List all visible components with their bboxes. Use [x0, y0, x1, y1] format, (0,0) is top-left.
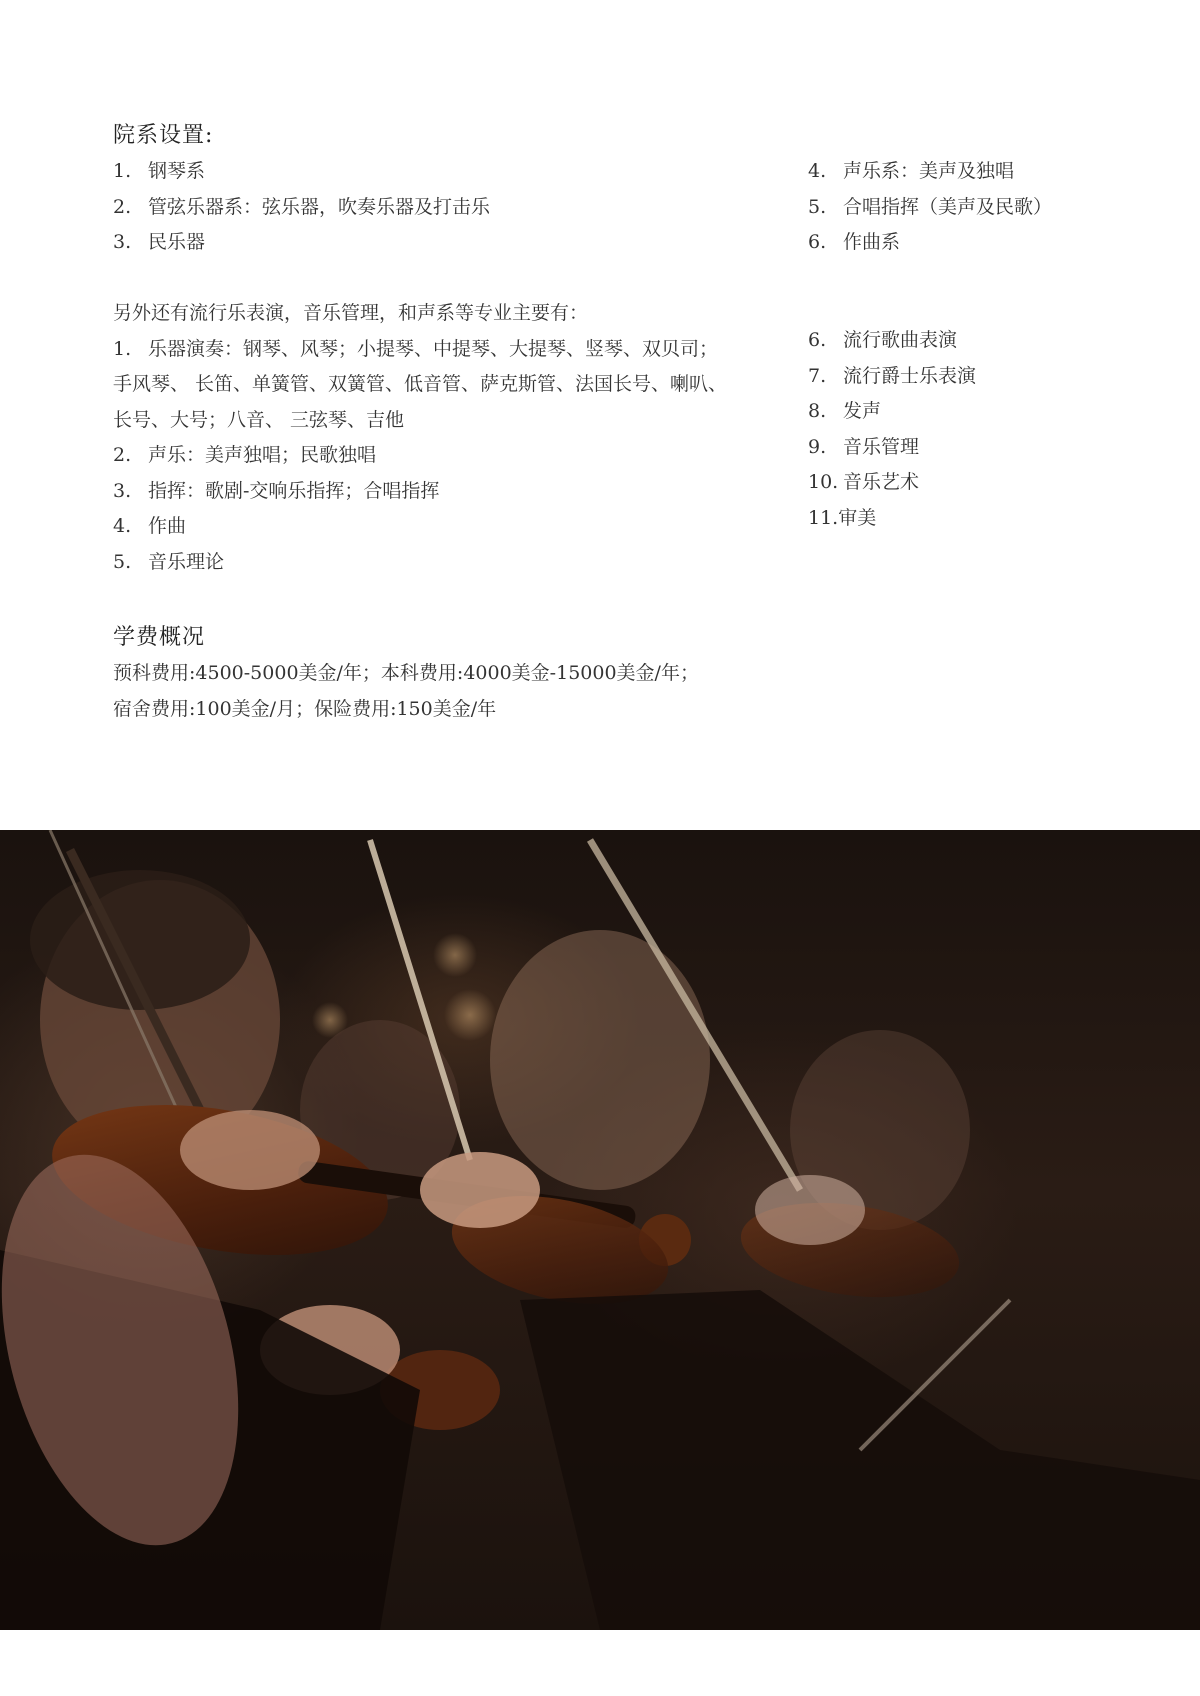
musician-head: [490, 930, 710, 1190]
list-item: 3. 指挥：歌剧-交响乐指挥；合唱指挥: [113, 479, 440, 502]
list-item: 9. 音乐管理: [808, 435, 920, 458]
majors-list-left: [113, 296, 773, 580]
departments-title: 院系设置:: [113, 123, 214, 148]
list-item: 2. 声乐：美声独唱；民歌独唱: [113, 444, 377, 466]
list-item: 4. 作曲: [113, 515, 187, 537]
list-item: 1. 钢琴系: [113, 160, 206, 182]
bokeh-light: [433, 933, 477, 977]
list-item: 8. 发声: [808, 400, 882, 422]
departments-list-right: [808, 154, 1148, 261]
list-item: 7. 流行爵士乐表演: [808, 364, 977, 387]
fees-title: 学费概况: [113, 625, 206, 650]
fees-line: 预科费用:4500-5000美金/年；本科费用:4000美金-15000美金/年；: [113, 662, 699, 684]
fees-line: 宿舍费用:100美金/月；保险费用:150美金/年: [113, 697, 497, 720]
list-item: 1. 乐器演奏：钢琴、风琴；小提琴、中提琴、大提琴、竖琴、双贝司；: [113, 337, 719, 360]
list-item-continuation: 长号、大号；八音、 三弦琴、吉他: [113, 408, 405, 431]
list-item: 6. 流行歌曲表演: [808, 329, 958, 351]
list-item: 3. 民乐器: [113, 231, 206, 253]
departments-list-left: [113, 154, 753, 261]
orchestra-photo: [0, 830, 1200, 1630]
list-item: 5. 合唱指挥（美声及民歌）: [808, 195, 1053, 218]
list-item: 6. 作曲系: [808, 231, 901, 253]
fees-text: [113, 656, 1013, 727]
list-item: 5. 音乐理论: [113, 550, 225, 573]
musician-hand: [180, 1110, 320, 1190]
list-item: 2. 管弦乐器系：弦乐器，吹奏乐器及打击乐: [113, 195, 491, 218]
musician-hand: [420, 1152, 540, 1228]
list-item: 10. 音乐艺术: [808, 471, 920, 493]
majors-list-right: [808, 323, 1148, 536]
musician-hand: [755, 1175, 865, 1245]
list-item: 4. 声乐系：美声及独唱: [808, 160, 1015, 182]
dark-sleeve: [520, 1290, 1200, 1630]
list-item-continuation: 手风琴、 长笛、单簧管、双簧管、低音管、萨克斯管、法国长号、喇叭、: [113, 373, 728, 395]
bokeh-light: [444, 989, 496, 1041]
majors-intro: 另外还有流行乐表演，音乐管理，和声系等专业主要有：: [113, 302, 589, 324]
list-item: 11.审美: [808, 506, 877, 529]
orchestra-illustration: [0, 830, 1200, 1630]
